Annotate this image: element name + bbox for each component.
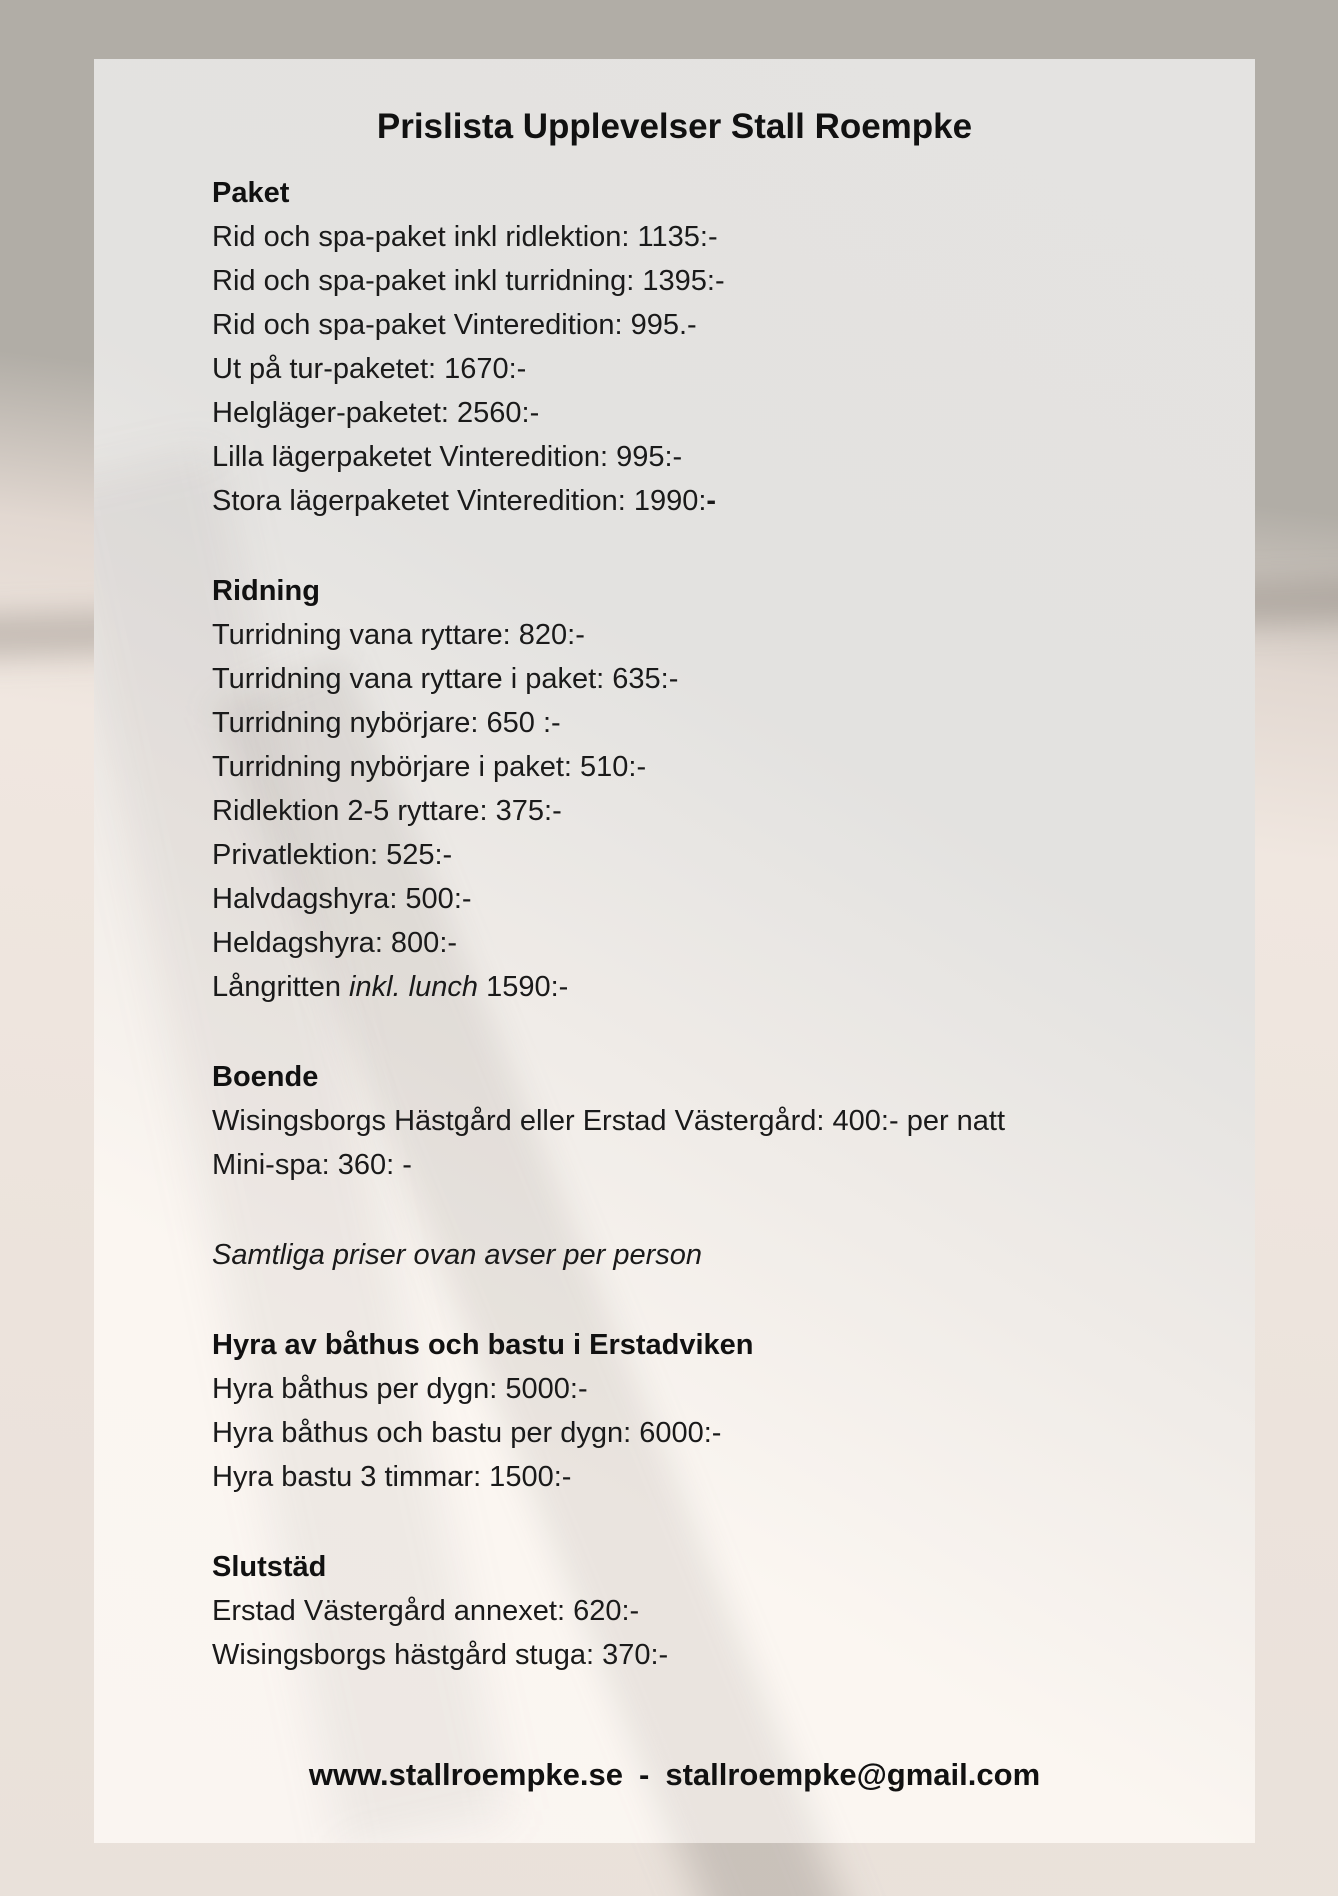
price-line-text: Turridning nybörjare i paket: 510:- (212, 751, 647, 783)
price-line (212, 1589, 1137, 1633)
price-line-text: Långritten (212, 971, 350, 1003)
price-line-text: 1590:- (478, 971, 569, 1003)
price-line-text: Helgläger-paketet: 2560:- (212, 397, 540, 429)
price-section (212, 569, 1137, 1009)
price-line-text: Stora lägerpaketet Vinteredition: 1990: (212, 485, 707, 517)
price-line-text: Privatlektion: 525:- (212, 839, 453, 871)
price-line (212, 701, 1137, 745)
price-line-text: Mini-spa: 360: - (212, 1149, 412, 1181)
price-line-text: Heldagshyra: 800:- (212, 927, 458, 959)
price-line-text: Halvdagshyra: 500:- (212, 883, 472, 915)
footer-contact (212, 1753, 1137, 1797)
price-line (212, 1455, 1137, 1499)
price-section (212, 1323, 1137, 1499)
price-line (212, 1233, 1137, 1277)
price-line (212, 1099, 1137, 1143)
price-line-text: Hyra bastu 3 timmar: 1500:- (212, 1461, 572, 1493)
price-line (212, 1633, 1137, 1677)
price-line-text: inkl. lunch (349, 971, 479, 1003)
price-line (212, 435, 1137, 479)
price-line (212, 215, 1137, 259)
price-line (212, 1143, 1137, 1187)
section-heading: Slutstäd (212, 1551, 327, 1583)
price-line-text: Wisingsborgs hästgård stuga: 370:- (212, 1639, 669, 1671)
price-line (212, 833, 1137, 877)
price-line (212, 1411, 1137, 1455)
price-line (212, 789, 1137, 833)
price-section (212, 1545, 1137, 1677)
page-title: Prislista Upplevelser Stall Roempke (376, 107, 973, 146)
price-section (212, 1055, 1137, 1187)
price-sections (212, 171, 1137, 1677)
price-line-text: Lilla lägerpaketet Vinteredition: 995:- (212, 441, 683, 473)
footer-website: www.stallroempke.se (308, 1757, 623, 1792)
price-line (212, 391, 1137, 435)
price-line (212, 965, 1137, 1009)
price-line (212, 1367, 1137, 1411)
price-line (212, 921, 1137, 965)
price-line (212, 303, 1137, 347)
price-line-text: Wisingsborgs Hästgård eller Erstad Västergård: 400:- per natt (212, 1105, 1006, 1137)
section-heading: Paket (212, 177, 290, 209)
price-line-text: - (706, 485, 717, 517)
price-line-text: Hyra båthus och bastu per dygn: 6000:- (212, 1417, 722, 1449)
section-heading: Boende (212, 1061, 319, 1093)
price-line (212, 657, 1137, 701)
price-line-text: Rid och spa-paket inkl ridlektion: 1135:- (212, 221, 718, 253)
price-line-text: Ridlektion 2-5 ryttare: 375:- (212, 795, 562, 827)
price-line-text: Hyra båthus per dygn: 5000:- (212, 1373, 588, 1405)
price-section (212, 171, 1137, 523)
price-line-text: Ut på tur-paketet: 1670:- (212, 353, 527, 385)
section-heading: Ridning (212, 575, 320, 607)
price-list-content (212, 103, 1137, 1797)
price-line-text: Turridning vana ryttare i paket: 635:- (212, 663, 679, 695)
footer-email: stallroempke@gmail.com (665, 1757, 1041, 1792)
price-line (212, 479, 1137, 523)
price-line-text: Samtliga priser ovan avser per person (212, 1239, 703, 1271)
price-line (212, 745, 1137, 789)
price-line-text: Turridning nybörjare: 650 :- (212, 707, 561, 739)
price-line-text: Erstad Västergård annexet: 620:- (212, 1595, 640, 1627)
price-line (212, 877, 1137, 921)
footer-separator: - (639, 1757, 650, 1792)
price-section (212, 1233, 1137, 1277)
price-line (212, 347, 1137, 391)
price-line-text: Rid och spa-paket Vinteredition: 995.- (212, 309, 697, 341)
price-line-text: Rid och spa-paket inkl turridning: 1395:- (212, 265, 725, 297)
price-line-text: Turridning vana ryttare: 820:- (212, 619, 585, 651)
section-heading: Hyra av båthus och bastu i Erstadviken (212, 1329, 754, 1361)
price-list-card (94, 59, 1255, 1843)
price-line (212, 613, 1137, 657)
price-line (212, 259, 1137, 303)
